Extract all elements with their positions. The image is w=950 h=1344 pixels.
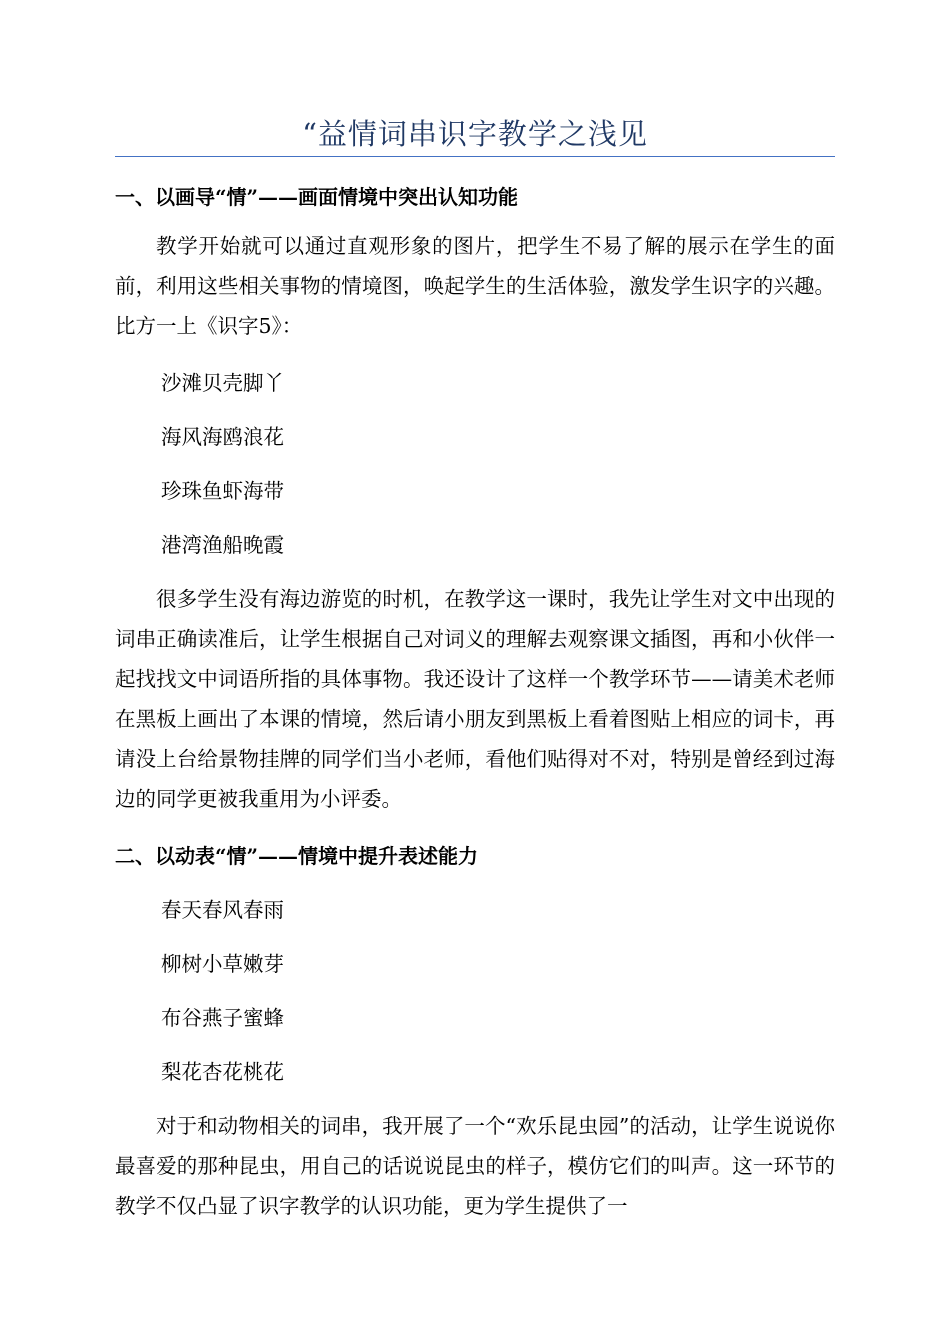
section-2-word-list — [115, 893, 835, 1089]
word-line: 港湾渔船晚霞 — [161, 533, 284, 557]
section-2-body: 对于和动物相关的词串，我开展了一个“欢乐昆虫园”的活动，让学生说说你最喜爱的那种昆虫，用自己的话说说昆虫的样子，模仿它们的叫声。这一环节的教学不仅凸显了识字教学的认识功能，更为学生提供了一 — [115, 1114, 835, 1218]
section-1-heading: 一、以画导“情”——画面情境中突出认知功能 — [115, 185, 519, 209]
section-1-intro: 教学开始就可以通过直观形象的图片，把学生不易了解的展示在学生的面前，利用这些相关事物的情境图，唤起学生的生活体验，激发学生识字的兴趣。比方一上《识字5》： — [115, 234, 835, 338]
title-underline — [115, 156, 835, 157]
section-1-body: 很多学生没有海边游览的时机，在教学这一课时，我先让学生对文中出现的词串正确读准后，让学生根据自己对词义的理解去观察课文插图，再和小伙伴一起找找文中词语所指的具体事物。我还设计了这样一个教学环节——请美术老师在黑板上画出了本课的情境，然后请小朋友到黑板上看着图贴上相应的词卡，再请没上台给景物挂牌的同学们当小老师，看他们贴得对不对，特别是曾经到过海边的同学更被我重用为小评委。 — [115, 587, 835, 811]
document-page — [115, 0, 835, 1226]
word-line: 梨花杏花桃花 — [161, 1060, 284, 1084]
section-1-word-list — [115, 366, 835, 562]
word-line: 春天春风春雨 — [161, 898, 284, 922]
word-line: 海风海鸥浪花 — [161, 425, 284, 449]
word-line: 布谷燕子蜜蜂 — [161, 1006, 284, 1030]
document-title: “益情词串识字教学之浅见 — [302, 117, 648, 151]
section-2-heading: 二、以动表“情”——情境中提升表述能力 — [115, 844, 479, 868]
word-line: 沙滩贝壳脚丫 — [161, 371, 284, 395]
word-line: 珍珠鱼虾海带 — [161, 479, 284, 503]
word-line: 柳树小草嫩芽 — [161, 952, 284, 976]
